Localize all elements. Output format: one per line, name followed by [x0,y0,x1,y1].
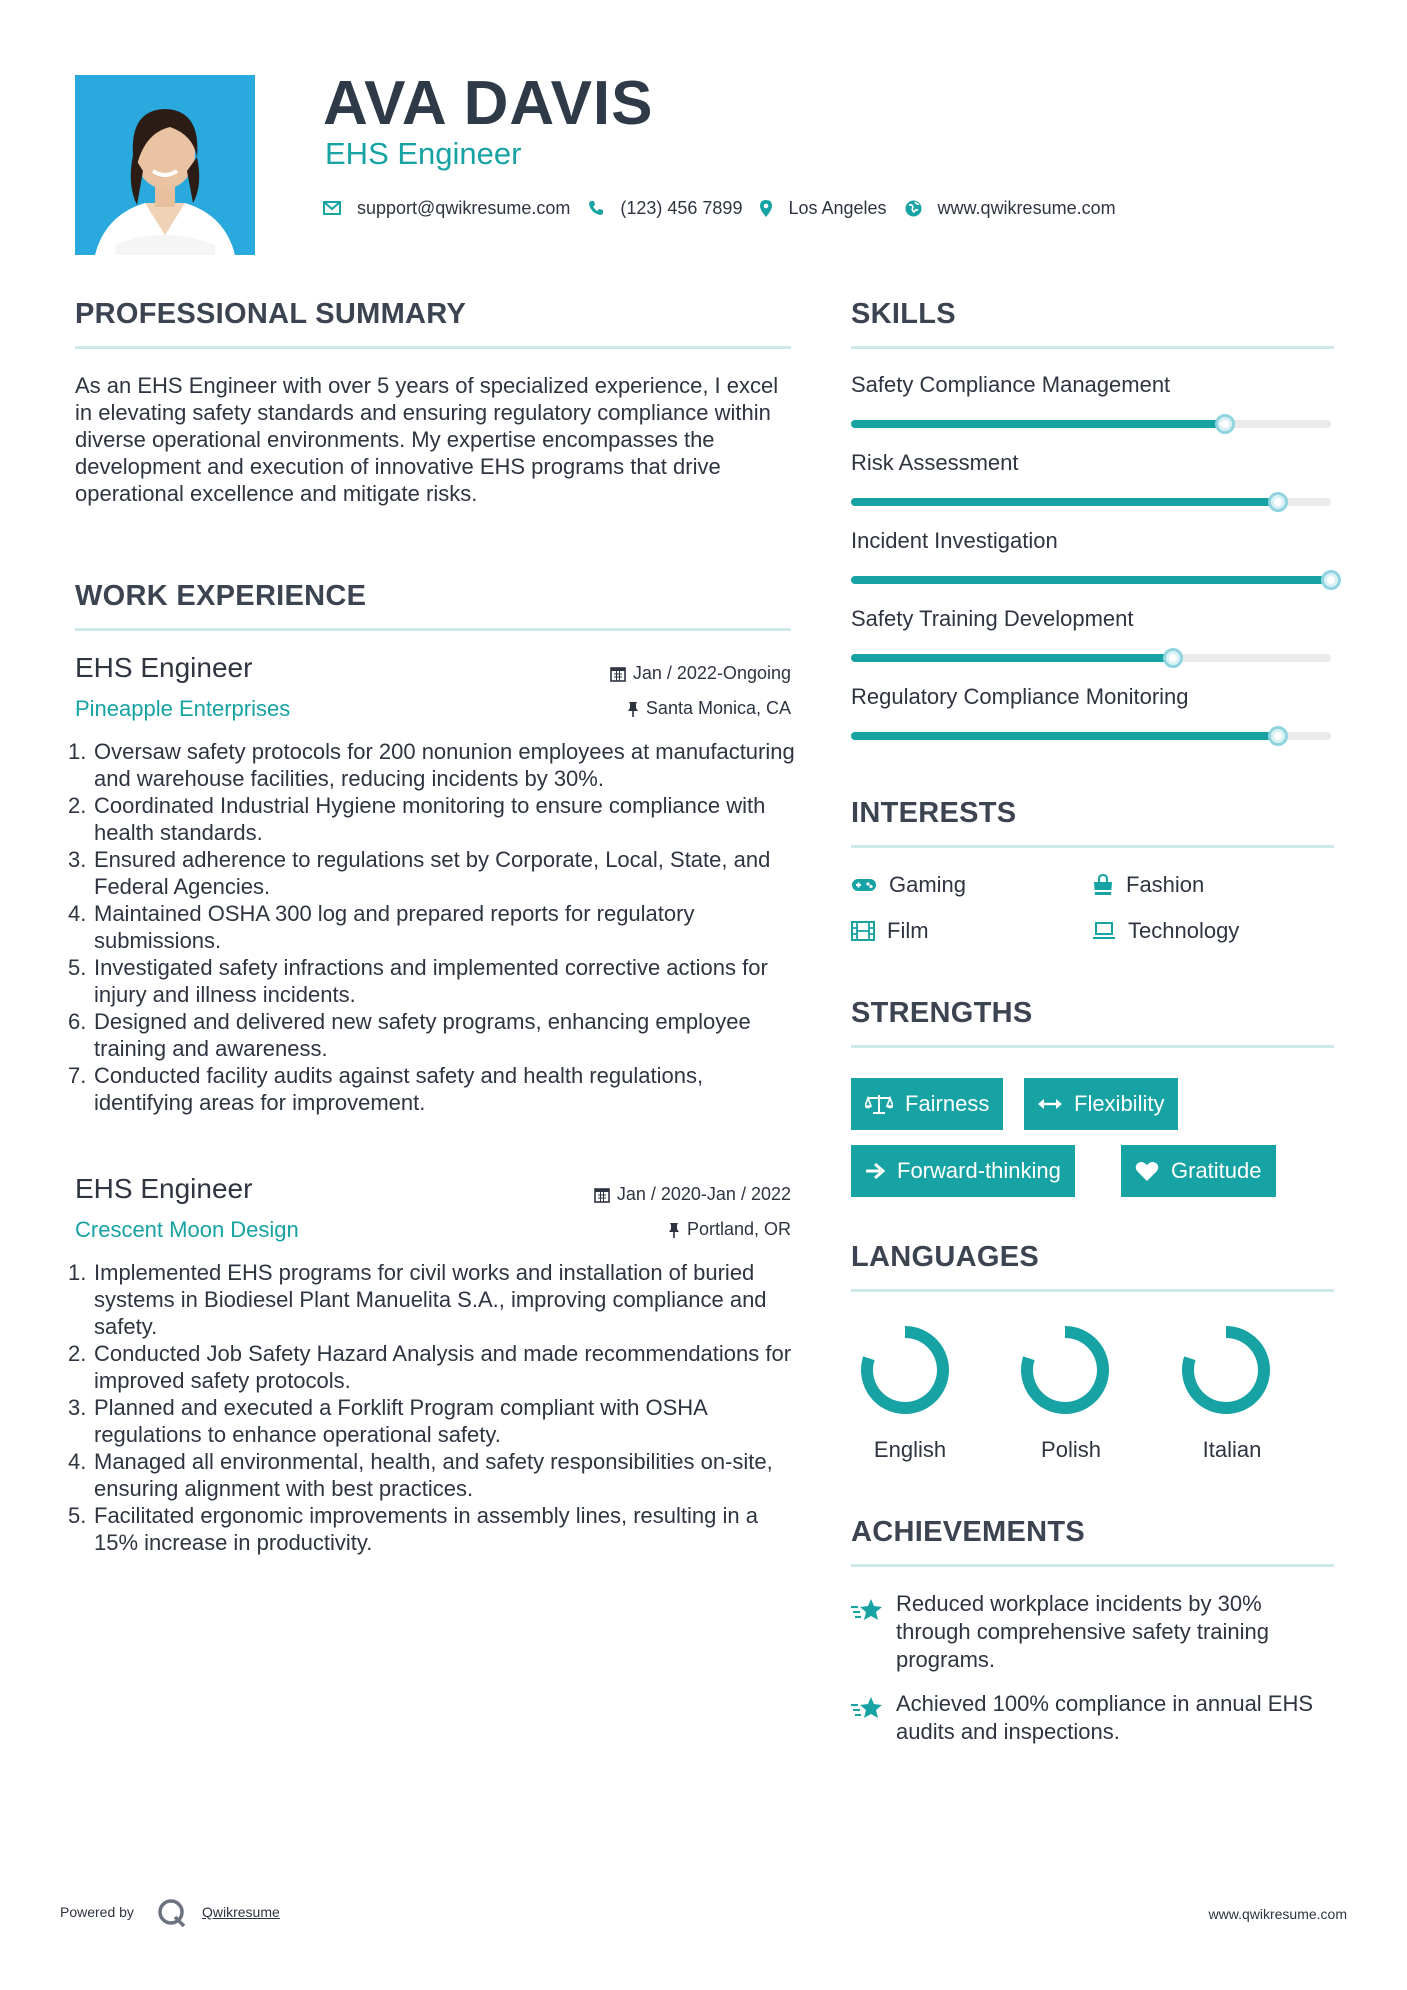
job-1-location [627,698,791,719]
bullet-item [68,954,803,1008]
contact-phone[interactable] [588,198,742,219]
job-2-title: EHS Engineer [75,1173,253,1204]
contact-bar [323,193,1134,223]
skill-bar-fill [851,576,1331,584]
strength-forward-thinking [851,1145,1075,1197]
interest-gaming [851,872,966,898]
contact-website[interactable] [905,198,1116,219]
skill-bar [851,732,1331,740]
bullet-item [68,1008,803,1062]
qwikresume-logo-icon [157,1898,187,1928]
strengths-heading: STRENGTHS [851,997,1033,1029]
contact-website-text: www.qwikresume.com [937,197,1116,218]
skill-label: Risk Assessment [851,450,1019,475]
experience-heading: WORK EXPERIENCE [75,580,367,612]
job-1-dates-text: Jan / 2022-Ongoing [632,663,791,683]
bullet-number: 2. [68,793,87,818]
language-polish-label: Polish [1041,1437,1101,1462]
bullet-item [68,1062,803,1116]
language-english-label: English [873,1437,947,1462]
bullet-item [68,900,803,954]
shooting-star-icon [851,1695,883,1721]
skill-label: Safety Compliance Management [851,372,1171,397]
skill-label: Safety Training Development [851,606,1134,631]
skills-rule [851,346,1334,349]
footer-powered-by: Powered by [60,1904,134,1920]
language-italian-label: Italian [1202,1437,1262,1462]
language-level-arc [1188,1332,1264,1408]
interest-label: Fashion [1126,872,1205,897]
contact-location-text: Los Angeles [788,197,887,218]
strength-label: Forward-thinking [897,1158,1061,1183]
summary-text: As an EHS Engineer with over 5 years of specialized experience, I excel in elevating safety standards and ensuring regulatory compliance within diverse operational environments. My expertise encompasses the development and execution of innovative EHS programs that drive operational excellence and mitigate risks. [75,373,779,506]
summary-rule [75,346,791,349]
achievement-1-icon-wrap [851,1597,883,1628]
profile-photo [75,75,255,255]
interests-rule [851,845,1334,848]
language-level-arc [1027,1332,1103,1408]
bullet-text: Conducted facility audits against safety and health regulations, identifying areas for improvement. [94,1063,704,1115]
footer-url-link[interactable]: www.qwikresume.com [1208,1906,1347,1922]
bullet-text: Implemented EHS programs for civil works and installation of buried systems in Biodiesel Plant Manuelita S.A., improving compliance and safety. [94,1260,767,1339]
bullet-number: 3. [68,847,87,872]
bullet-number: 1. [68,739,87,764]
bullet-number: 5. [68,955,87,980]
bullet-text: Designed and delivered new safety programs, enhancing employee training and awareness. [94,1009,751,1061]
bullet-number: 7. [68,1063,87,1088]
strength-fairness [851,1078,1003,1130]
bullet-text: Facilitated ergonomic improvements in assembly lines, resulting in a 15% increase in productivity. [94,1503,758,1555]
interest-technology [1092,918,1239,944]
bullet-text: Conducted Job Safety Hazard Analysis and made recommendations for improved safety protocols. [94,1341,792,1393]
contact-email-text: support@qwikresume.com [357,197,571,218]
balance-scale-icon [865,1093,893,1115]
strength-label: Flexibility [1074,1091,1165,1116]
film-icon [851,921,875,941]
skill-level-knob [1215,414,1235,434]
calendar-icon [610,666,626,682]
achievement-1-text: Reduced workplace incidents by 30% through comprehensive safety training programs. [896,1591,1269,1672]
bullet-text: Oversaw safety protocols for 200 nonunion employees at manufacturing and warehouse facilities, reducing incidents by 30%. [94,739,795,791]
job-1-company: Pineapple Enterprises [75,696,291,721]
job-2-location [668,1219,791,1240]
skill-level-knob [1268,726,1288,746]
bullet-number: 5. [68,1503,87,1528]
skill-bar-fill [851,498,1278,506]
laptop-icon [1092,922,1116,940]
bullet-item [68,846,803,900]
achievements-rule [851,1564,1334,1567]
strength-gratitude [1121,1145,1276,1197]
bullet-item [68,1259,803,1340]
strength-label: Fairness [905,1091,990,1116]
contact-location [760,198,886,219]
achievement-2-text: Achieved 100% compliance in annual EHS audits and inspections. [896,1691,1314,1744]
interest-label: Film [887,918,929,943]
skill-label: Incident Investigation [851,528,1058,553]
experience-rule [75,628,791,631]
candidate-name: AVA DAVIS [323,69,654,138]
bullet-number: 2. [68,1341,87,1366]
bullet-text: Ensured adherence to regulations set by Corporate, Local, State, and Federal Agencies. [94,847,771,899]
bullet-item [68,1502,803,1556]
bullet-number: 1. [68,1260,87,1285]
bullet-item [68,1448,803,1502]
envelope-icon [323,201,341,215]
bullet-text: Managed all environmental, health, and safety responsibilities on-site, ensuring alignment with best practices. [94,1449,773,1501]
job-1-dates [610,663,791,684]
qwikresume-logo [157,1898,187,1933]
job-1-location-text: Santa Monica, CA [645,698,791,718]
interest-label: Technology [1128,918,1240,943]
skill-bar-fill [851,654,1173,662]
calendar-icon [594,1187,610,1203]
skill-bar [851,498,1331,506]
bullet-number: 4. [68,901,87,926]
job-2-company: Crescent Moon Design [75,1217,299,1242]
skill-bar [851,654,1331,662]
bullet-text: Maintained OSHA 300 log and prepared reports for regulatory submissions. [94,901,695,953]
globe-icon [905,200,922,217]
pushpin-icon [668,1222,680,1238]
summary-heading: PROFESSIONAL SUMMARY [75,298,467,330]
interest-fashion [1092,872,1204,898]
bullet-number: 6. [68,1009,87,1034]
job-1-title: EHS Engineer [75,652,253,683]
strength-flexibility [1024,1078,1178,1130]
languages-heading: LANGUAGES [851,1241,1039,1273]
job-2-bullets [68,1259,803,1556]
shooting-star-icon [851,1597,883,1623]
interest-label: Gaming [889,872,967,897]
achievements-heading: ACHIEVEMENTS [851,1516,1086,1548]
job-2-dates-text: Jan / 2020-Jan / 2022 [616,1184,791,1204]
shopping-bag-icon [1092,874,1114,896]
bullet-text: Investigated safety infractions and implemented corrective actions for injury and illness incidents. [94,955,768,1007]
language-italian-ring [1181,1325,1271,1415]
skill-bar-fill [851,420,1225,428]
skill-level-knob [1321,570,1341,590]
bullet-item [68,792,803,846]
achievement-2-icon-wrap [851,1695,883,1726]
bullet-item [68,1340,803,1394]
bullet-item [68,1394,803,1448]
skill-bar-fill [851,732,1278,740]
skills-heading: SKILLS [851,298,956,330]
job-2-location-text: Portland, OR [686,1219,791,1239]
footer-brand-link[interactable]: Qwikresume [202,1904,280,1920]
pushpin-icon [627,701,639,717]
arrows-horizontal-icon [1038,1097,1062,1111]
language-level-arc [867,1332,943,1408]
job-1-bullets [68,738,803,1116]
strengths-rule [851,1045,1334,1048]
languages-rule [851,1289,1334,1292]
bullet-number: 4. [68,1449,87,1474]
phone-icon [588,200,604,216]
language-polish-ring [1020,1325,1110,1415]
interests-heading: INTERESTS [851,797,1017,829]
candidate-title: EHS Engineer [325,136,522,171]
skill-label: Regulatory Compliance Monitoring [851,684,1189,709]
bullet-item [68,738,803,792]
map-marker-icon [760,200,772,217]
skill-bar [851,576,1331,584]
bullet-text: Coordinated Industrial Hygiene monitoring to ensure compliance with health standards. [94,793,766,845]
strength-label: Gratitude [1171,1158,1262,1183]
skill-bar [851,420,1331,428]
language-english-ring [860,1325,950,1415]
job-2-dates [594,1184,791,1205]
gamepad-icon [851,877,877,893]
skill-level-knob [1268,492,1288,512]
skill-level-knob [1163,648,1183,668]
bullet-text: Planned and executed a Forklift Program compliant with OSHA regulations to enhance operational safety. [94,1395,707,1447]
interest-film [851,918,929,944]
contact-email[interactable] [323,198,570,219]
bullet-number: 3. [68,1395,87,1420]
heart-icon [1135,1161,1159,1182]
contact-phone-text: (123) 456 7899 [620,197,743,218]
arrow-right-icon [865,1162,885,1180]
